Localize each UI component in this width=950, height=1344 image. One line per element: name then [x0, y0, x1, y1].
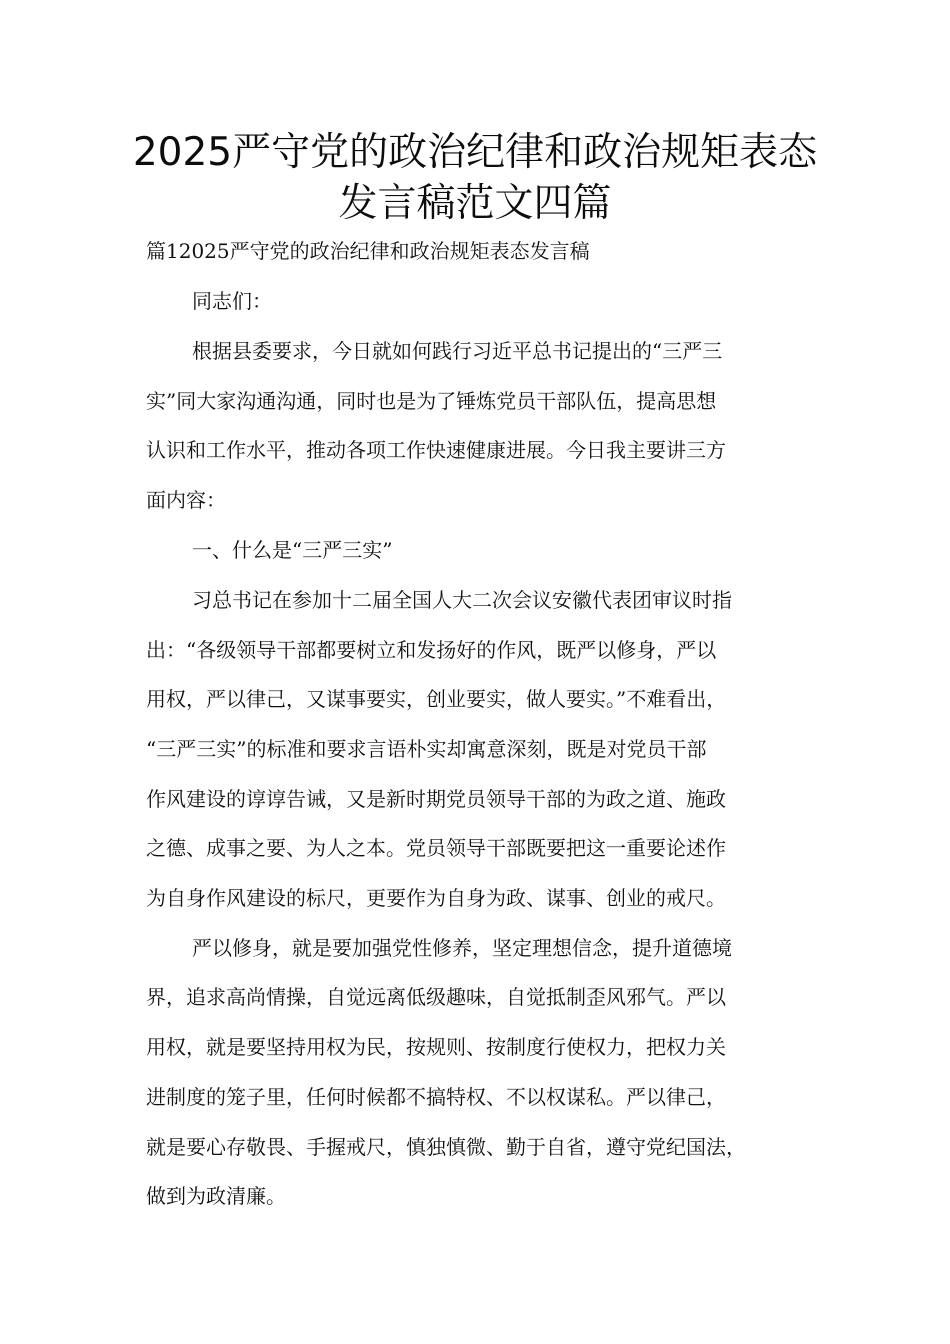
- paragraph-2-line-1: 习总书记在参加十二届全国人大二次会议安徽代表团审议时指: [192, 588, 732, 612]
- paragraph-1-line-1: 根据县委要求，今日就如何践行习近平总书记提出的“三严三: [192, 339, 723, 363]
- section-subtitle: 篇12025严守党的政治纪律和政治规矩表态发言稿: [146, 239, 590, 263]
- paragraph-1-line-2: 实”同大家沟通沟通，同时也是为了锤炼党员干部队伍，提高思想: [146, 389, 717, 413]
- paragraph-3-line-1: 严以修身，就是要加强党性修养，坚定理想信念，提升道德境: [192, 936, 732, 960]
- paragraph-3-line-3: 用权，就是要坚持用权为民，按规则、按制度行使权力，把权力关: [146, 1035, 726, 1059]
- paragraph-3-line-4: 进制度的笼子里，任何时候都不搞特权、不以权谋私。严以律己，: [146, 1085, 726, 1109]
- paragraph-2-line-4: “三严三实”的标准和要求言语朴实却寓意深刻，既是对党员干部: [146, 737, 707, 761]
- salutation: 同志们：: [192, 289, 272, 313]
- section-heading-1: 一、什么是“三严三实”: [192, 538, 393, 562]
- paragraph-2-line-5: 作风建设的谆谆告诫，又是新时期党员领导干部的为政之道、施政: [146, 787, 726, 811]
- paragraph-3-line-6: 做到为政清廉。: [146, 1184, 286, 1208]
- paragraph-3-line-5: 就是要心存敬畏、手握戒尺，慎独慎微、勤于自省，遵守党纪国法，: [146, 1135, 746, 1159]
- paragraph-2-line-3: 用权，严以律己，又谋事要实，创业要实，做人要实。”不难看出，: [146, 687, 727, 711]
- paragraph-1-line-4: 面内容：: [146, 488, 226, 512]
- paragraph-2-line-6: 之德、成事之要、为人之本。党员领导干部既要把这一重要论述作: [146, 836, 726, 860]
- paragraph-1-line-3: 认识和工作水平，推动各项工作快速健康进展。今日我主要讲三方: [146, 438, 726, 462]
- document-title-line-1: 2025严守党的政治纪律和政治规矩表态: [132, 130, 818, 175]
- document-title-line-2: 发言稿范文四篇: [338, 181, 612, 226]
- paragraph-2-line-2: 出：“各级领导干部都要树立和发扬好的作风，既严以修身，严以: [146, 638, 717, 662]
- paragraph-3-line-2: 界，追求高尚情操，自觉远离低级趣味，自觉抵制歪风邪气。严以: [146, 985, 726, 1009]
- paragraph-2-line-7: 为自身作风建设的标尺，更要作为自身为政、谋事、创业的戒尺。: [146, 886, 726, 910]
